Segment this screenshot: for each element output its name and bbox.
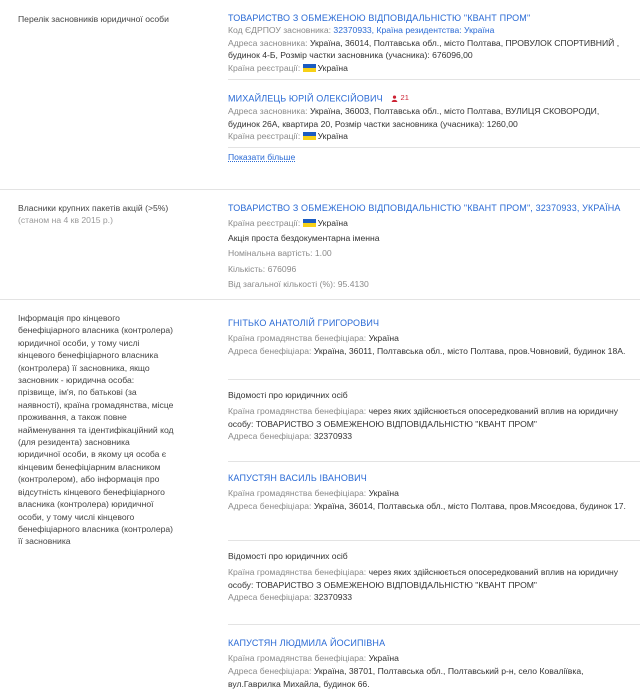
shareholder-item: ТОВАРИСТВО З ОБМЕЖЕНОЮ ВІДПОВІДАЛЬНІСТЮ "КВАНТ ПРОМ", 32370933, УКРАЇНА Країна реєстрації: Україна Акція проста бездокументарна іменна Номінальна вартість: 1.00 Кількість: 676096 Від загальної кількості (%): 95.4130 [188,190,640,299]
founders-label: Перелік засновників юридичної особи [18,14,169,24]
beneficiaries-list [188,300,640,691]
beneficiary-name-link[interactable]: КАПУСТЯН ЛЮДМИЛА ЙОСИПІВНА [228,638,386,648]
beneficiary-item: ГНІТЬКО АНАТОЛІЙ ГРИГОРОВИЧ Країна громадянства бенефіціара: Україна Адреса бенефіціара: Україна, 36011, Полтавська обл., місто Полтава, пров.Човновий, будинок 18А. [228,318,626,356]
legal-entities-item: Відомості про юридичних осіб Країна громадянства бенефіціара: через яких здійснюється опосередкований вплив на юридичну особу: ТОВАРИСТВО З ОБМЕЖЕНОЮ ВІДПОВІДАЛЬНІСТЮ "КВАНТ ПРОМ" Адреса бенефіціара: 32370933 [228,541,632,624]
founder-item: ТОВАРИСТВО З ОБМЕЖЕНОЮ ВІДПОВІДАЛЬНІСТЮ "КВАНТ ПРОМ" Код ЄДРПОУ засновника: 32370933, Країна резидентства: Україна Адреса засновника: Україна, 36014, Полтавська обл., місто Полтава, ПРОВУЛОК СПОРТИВНИЙ , будинок 4-Б, Розмір частки засновника (учасника): 676096,00 Країна реєстрації: Україна [228,13,620,73]
founder-address: Україна, 36003, Полтавська обл., місто Полтава, ВУЛИЦЯ СКОВОРОДИ, будинок 26А, квартира 20, Розмір частки засновника (учасника): 1260,00 [228,106,600,129]
founder-edrpou-link[interactable]: 32370933 [333,25,372,36]
beneficiary-name-link[interactable]: ГНІТЬКО АНАТОЛІЙ ГРИГОРОВИЧ [228,318,380,328]
share-percent: 95.4130 [337,278,369,289]
show-more-link[interactable]: Показати більше [228,152,296,162]
legal-entities-heading: Відомості про юридичних осіб [228,390,348,400]
share-type: Акція проста бездокументарна іменна [228,233,380,244]
founder-residency: , Країна резидентства: Україна [371,25,495,36]
founder-item: МИХАЙЛЕЦЬ ЮРІЙ ОЛЕКСІЙОВИЧ 21 Адреса засновника: Україна, 36003, Полтавська обл., місто Полтава, ВУЛИЦЯ СКОВОРОДИ, будинок 26А, квартира 20, Розмір частки засновника (учасника): 1260,00 Країна реєстрації: Україна [228,93,600,141]
ukraine-flag-icon [303,132,316,140]
beneficiary-address: Україна, 36011, Полтавська обл., місто Полтава, пров.Човновий, будинок 18А. [313,346,626,356]
beneficiaries-row [0,300,640,691]
legal-entities-heading: Відомості про юридичних осіб [228,551,348,561]
beneficiary-item: КАПУСТЯН ВАСИЛЬ ІВАНОВИЧ Країна громадянства бенефіціара: Україна Адреса бенефіціара: Україна, 36014, Полтавська обл., місто Полтава, пров.Мясоєдова, будинок 17. [228,473,626,511]
beneficiary-item: КАПУСТЯН ЛЮДМИЛА ЙОСИПІВНА Країна громадянства бенефіціара: Україна Адреса бенефіціара: Україна, 38701, Полтавська обл., Полтавський р-н, село Коваліївка, вул.Гаврилка Михайла, будинок 66. [228,638,584,689]
shareholders-label: Власники крупних пакетів акцій (>5%) (станом на 4 кв 2015 р.) [0,190,188,299]
founder-name-link[interactable]: ТОВАРИСТВО З ОБМЕЖЕНОЮ ВІДПОВІДАЛЬНІСТЮ "КВАНТ ПРОМ" [228,13,531,23]
ukraine-flag-icon [303,64,316,72]
founders-list [188,0,640,189]
shareholders-date: (станом на 4 кв 2015 р.) [18,215,113,226]
shareholders-row [0,190,640,300]
beneficiary-address: Україна, 36014, Полтавська обл., місто Полтава, пров.Мясоєдова, будинок 17. [313,501,626,511]
shareholder-name-link[interactable]: ТОВАРИСТВО З ОБМЕЖЕНОЮ ВІДПОВІДАЛЬНІСТЮ "КВАНТ ПРОМ", 32370933, УКРАЇНА [228,203,621,213]
beneficiaries-label: Інформація про кінцевого бенефіціарного власника (контролера) юридичної особи, у тому числі кінцевого бенефіціарного власника (контролера) її засновника, якщо засновник - юридична особа: прізвище, ім'я, по батькові (за наявності), країна громадянства, місце проживання, а також повне найменування та ідентифікаційний код (для резидента) засновника юридичної особи, в якому ця особа є кінцевим бенефіціарним власником (контролером), або інформація про відсутність кінцевого бенефіціарного власника (контролера) юридичної особи, у тому числі кінцевого бенефіціарного власника (контролера) її засновника [18,313,174,547]
founder-name-link[interactable]: МИХАЙЛЕЦЬ ЮРІЙ ОЛЕКСІЙОВИЧ [228,93,383,104]
persons-badge[interactable]: 21 [391,92,409,104]
beneficiary-name-link[interactable]: КАПУСТЯН ВАСИЛЬ ІВАНОВИЧ [228,473,367,483]
founders-row [0,0,640,190]
founder-address: Україна, 36014, Полтавська обл., місто Полтава, ПРОВУЛОК СПОРТИВНИЙ , будинок 4-Б, Розмір частки засновника (учасника): 676096,00 [228,37,620,61]
share-count: 676096 [267,263,297,274]
beneficiary-address: Україна, 38701, Полтавська обл., Полтавський р-н, село Коваліївка, вул.Гаврилка Михайла, будинок 66. [228,666,584,689]
legal-entities-item: Відомості про юридичних осіб Країна громадянства бенефіціара: через яких здійснюється опосередкований вплив на юридичну особу: ТОВАРИСТВО З ОБМЕЖЕНОЮ ВІДПОВІДАЛЬНІСТЮ "КВАНТ ПРОМ" Адреса бенефіціара: 32370933 [228,380,632,461]
person-icon [391,95,398,102]
ukraine-flag-icon [303,219,316,227]
nominal-value: 1.00 [314,248,332,259]
